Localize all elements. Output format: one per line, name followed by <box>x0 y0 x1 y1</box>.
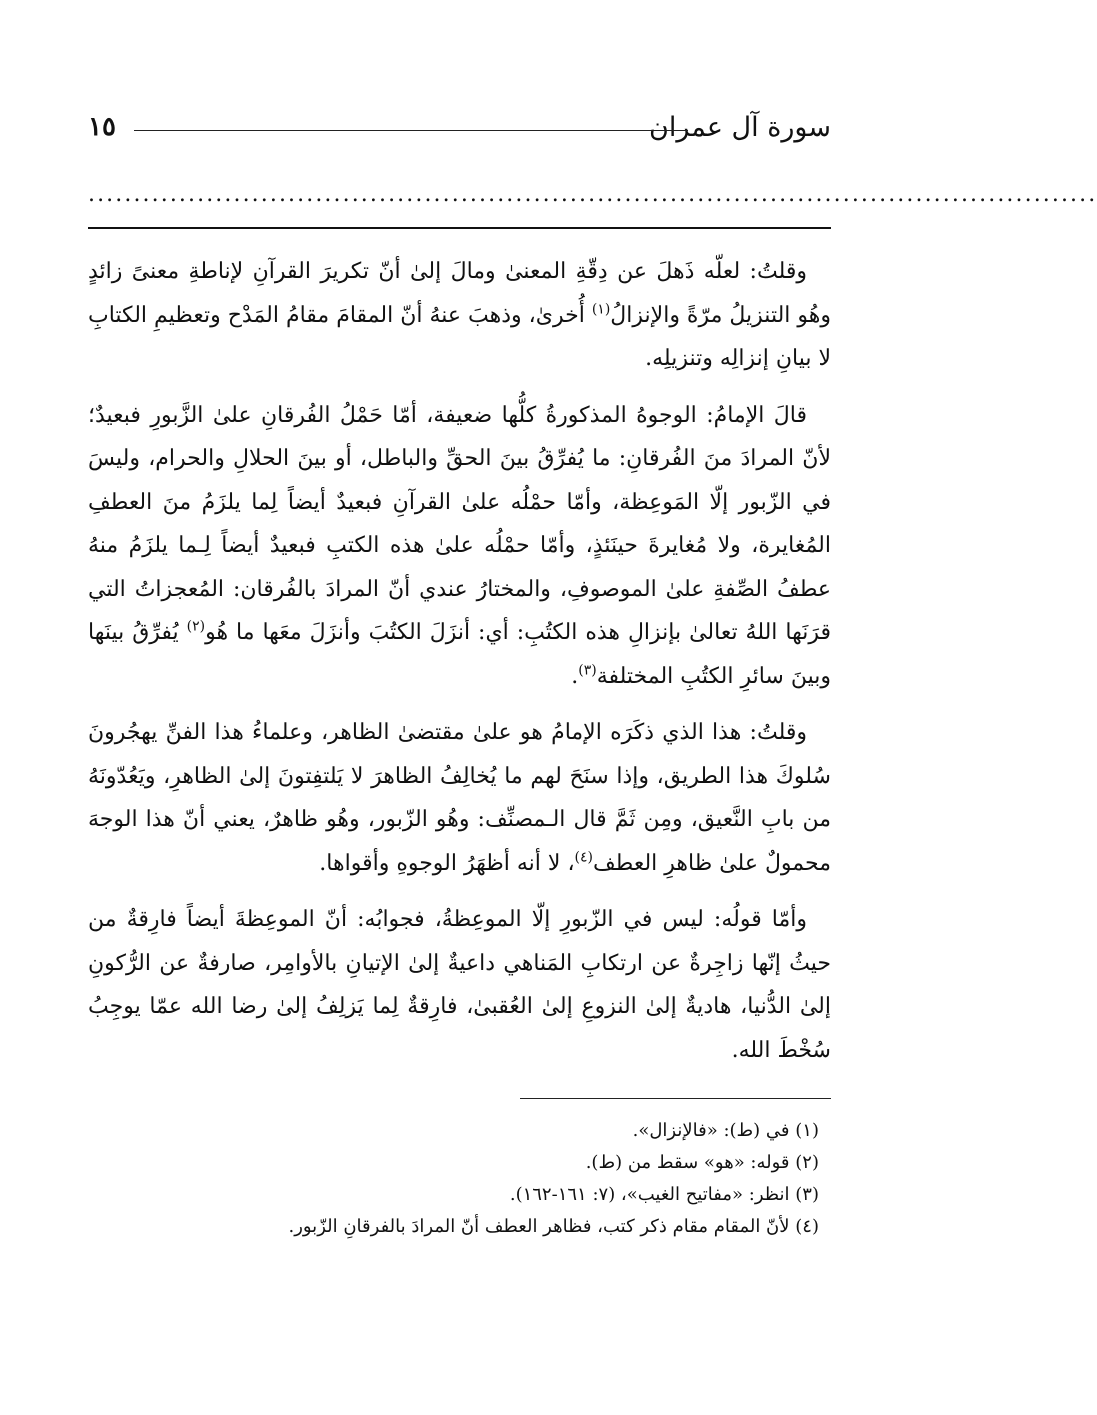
dotted-separator: ............................................................................................................... <box>88 182 1097 207</box>
main-text <box>88 250 831 1085</box>
paragraph-text: قالَ الإمامُ: الوجوهُ المذكورةُ كلُّها ضعيفة، أمّا حَمْلُ الفُرقانِ علىٰ الزَّبورِ فبعيدٌ؛ لأنّ المرادَ منَ الفُرقانِ: ما يُفرِّقُ بينَ الحقِّ والباطل، أو بينَ الحلالِ والحرام، وليسَ في الزّبور إلّا المَوعِظة، وأمّا حمْلُه علىٰ القرآنِ فبعيدٌ أيضاً لِما يلزَمُ منَ العطفِ المُغايرة، ولا مُغايرةَ حينَئذٍ، وأمّا حمْلُه علىٰ هذه الكتبِ فبعيدٌ أيضاً لِـما يلزَمُ منهُ عطفُ الصِّفةِ علىٰ الموصوفِ، والمختارُ عندي أنّ المرادَ بالفُرقان: المُعجزاتُ التي قرَنَها اللهُ تعالىٰ بإنزالِ هذه الكتُبِ: أي: أنزَلَ الكتُبَ وأنزَلَ معَها ما هُو <box>88 402 831 645</box>
paragraph <box>88 394 831 699</box>
paragraph <box>88 250 831 381</box>
footnote: (١) في (ط): «فالإنزال». <box>632 1120 819 1141</box>
footnote-marker: (٣) <box>578 662 597 679</box>
page-number: ١٥ <box>88 112 116 142</box>
footnote-rule <box>520 1098 831 1099</box>
footnote: (٣) انظر: «مفاتيح الغيب»، (٧: ١٦١-١٦٢). <box>509 1184 819 1205</box>
header-title: سورة آل عمران <box>649 112 831 143</box>
paragraph-text: يُفرِّقُ بينَها وبينَ سائرِ الكتُبِ المختلفة <box>88 620 831 689</box>
paragraph <box>88 711 831 885</box>
paragraph <box>88 898 831 1072</box>
paragraph-text: وأمّا قولُه: ليس في الزّبورِ إلّا الموعِظةُ، فجوابُه: أنّ الموعِظةَ أيضاً فارِقةٌ من حيثُ إنّها زاجِرةٌ عن ارتكابِ المَناهي داعيةٌ إلىٰ الإتيانِ بالأوامِر، صارفةٌ عن الرُّكونِ إلىٰ الدُّنيا، هاديةٌ إلىٰ النزوعِ إلىٰ العُقبىٰ، فارِقةٌ لِما يَزلِفُ إلىٰ رضا الله عمّا يوجِبُ سُخْطَ الله. <box>88 907 831 1063</box>
header-separator-rule <box>88 227 831 229</box>
paragraph-text: أُخرىٰ، وذهبَ عنهُ أنّ المقامَ مقامُ المَدْح وتعظيمِ الكتابِ لا بيانِ إنزالِه وتنزيلِه. <box>88 302 831 371</box>
paragraph-text: . <box>571 663 579 689</box>
footnote-marker: (١) <box>591 301 611 318</box>
paragraph-text: وقلتُ: لعلّه ذَهلَ عن دِقّةِ المعنىٰ ومالَ إلىٰ أنّ تكريرَ القرآنِ لإناطةِ معنىً زائدٍ وهُو التنزيلُ مرّةً والإنزالُ <box>88 259 831 328</box>
header-rule <box>134 130 688 131</box>
paragraph-text: وقلتُ: هذا الذي ذكَرَه الإمامُ هو علىٰ مقتضىٰ الظاهر، وعلماءُ هذا الفنِّ يهجُرونَ سُلوكَ هذا الطريق، وإذا سنَحَ لهم ما يُخالِفُ الظاهرَ لا يَلتفِتونَ إلىٰ الظاهرِ، ويَعُدّونَهُ من بابِ النَّعيق، ومِن ثَمَّ قال الـمصنِّف: وهُو الزّبور، وهُو ظاهرٌ، يعني أنّ هذا الوجهَ محمولٌ علىٰ ظاهرِ العطف <box>88 720 831 876</box>
paragraph-text: ، لا أنه أظهَرُ الوجوهِ وأقواها. <box>319 850 575 876</box>
footnotes <box>88 1115 831 1243</box>
running-header <box>88 108 831 152</box>
footnote: (٤) لأنّ المقام مقام ذكر كتب، فظاهر العطف أنّ المرادَ بالفرقانِ الزّبور. <box>288 1216 819 1237</box>
footnote-marker: (٢) <box>186 618 206 635</box>
footnote-marker: (٤) <box>574 849 594 866</box>
footnote: (٢) قوله: «هو» سقط من (ط). <box>585 1152 819 1173</box>
